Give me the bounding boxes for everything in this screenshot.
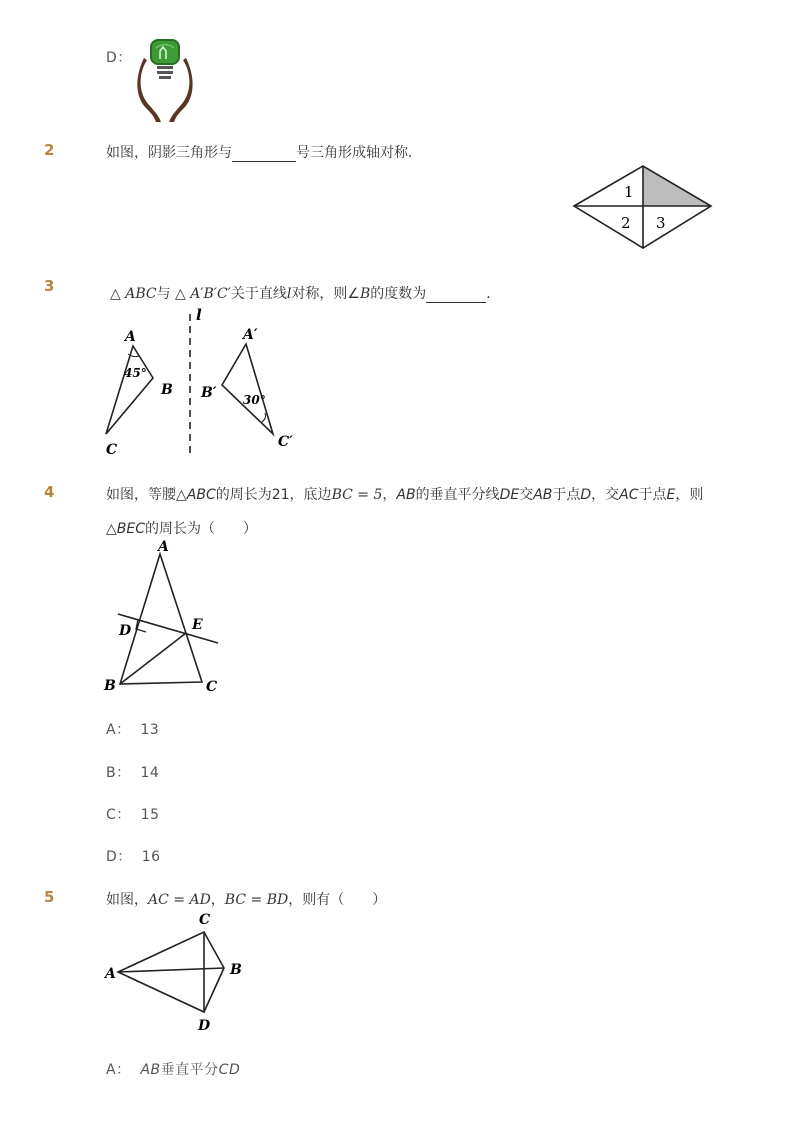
svg-text:30°: 30° <box>243 393 266 407</box>
question-4-line1: 如图，等腰△ABC的周长为21，底边BC = 5，AB的垂直平分线DE交AB于点D，交AC于点E，则 <box>106 487 704 503</box>
svg-text:B: B <box>230 962 242 978</box>
svg-text:B: B <box>104 678 116 694</box>
svg-text:B: B <box>161 382 173 398</box>
triangle-label-2: 2 <box>621 214 631 232</box>
question-3-figure <box>100 306 300 462</box>
svg-text:A′: A′ <box>243 327 258 343</box>
question-2-text-part2: 号三角形成轴对称． <box>296 145 422 161</box>
question-2-figure <box>572 164 714 254</box>
svg-text:A: A <box>105 966 116 982</box>
question-5-number: 5 <box>44 888 55 906</box>
svg-text:C: C <box>199 912 211 928</box>
svg-text:C: C <box>206 679 218 695</box>
question-5-option-a[interactable]: A： AB垂直平分CD <box>106 1062 241 1078</box>
svg-text:A: A <box>158 539 169 555</box>
question-4-number: 4 <box>44 483 55 501</box>
question-4-option-a[interactable]: A： 13 <box>106 722 160 738</box>
question-2-number: 2 <box>44 141 55 159</box>
svg-text:E: E <box>192 617 203 633</box>
question-4-option-c[interactable]: C： 15 <box>106 807 160 823</box>
triangle-label-3: 3 <box>656 214 666 232</box>
question-4-figure <box>100 536 224 698</box>
question-5-text: 如图，AC = AD，BC = BD，则有（ ） <box>106 892 387 908</box>
question-5-figure <box>100 910 250 1036</box>
question-2-answer-blank[interactable] <box>232 147 296 162</box>
svg-text:A: A <box>125 329 136 345</box>
svg-text:l: l <box>196 306 202 324</box>
question-3-text: △ ABC与 △ A′B′C′关于直线l对称，则∠B的度数为 ． <box>110 286 501 302</box>
lightbulb-in-hands-icon <box>134 36 196 122</box>
svg-text:B′: B′ <box>201 385 217 401</box>
svg-text:D: D <box>119 623 132 639</box>
triangle-label-1: 1 <box>624 183 634 201</box>
question-3-answer-blank[interactable] <box>426 288 486 303</box>
question-4-option-b[interactable]: B： 14 <box>106 765 160 781</box>
question-2-text-part1: 如图，阴影三角形与 <box>106 145 232 161</box>
svg-text:D: D <box>198 1018 211 1034</box>
question-4-option-d[interactable]: D： 16 <box>106 849 161 865</box>
question-2-text <box>106 142 422 162</box>
question-4-line2: △BEC的周长为（ ） <box>106 521 257 537</box>
question-3-number: 3 <box>44 277 55 295</box>
q1-option-d-label: D： <box>106 50 132 66</box>
svg-text:C′: C′ <box>278 434 293 450</box>
svg-text:C: C <box>106 442 118 458</box>
svg-text:45°: 45° <box>124 366 147 380</box>
